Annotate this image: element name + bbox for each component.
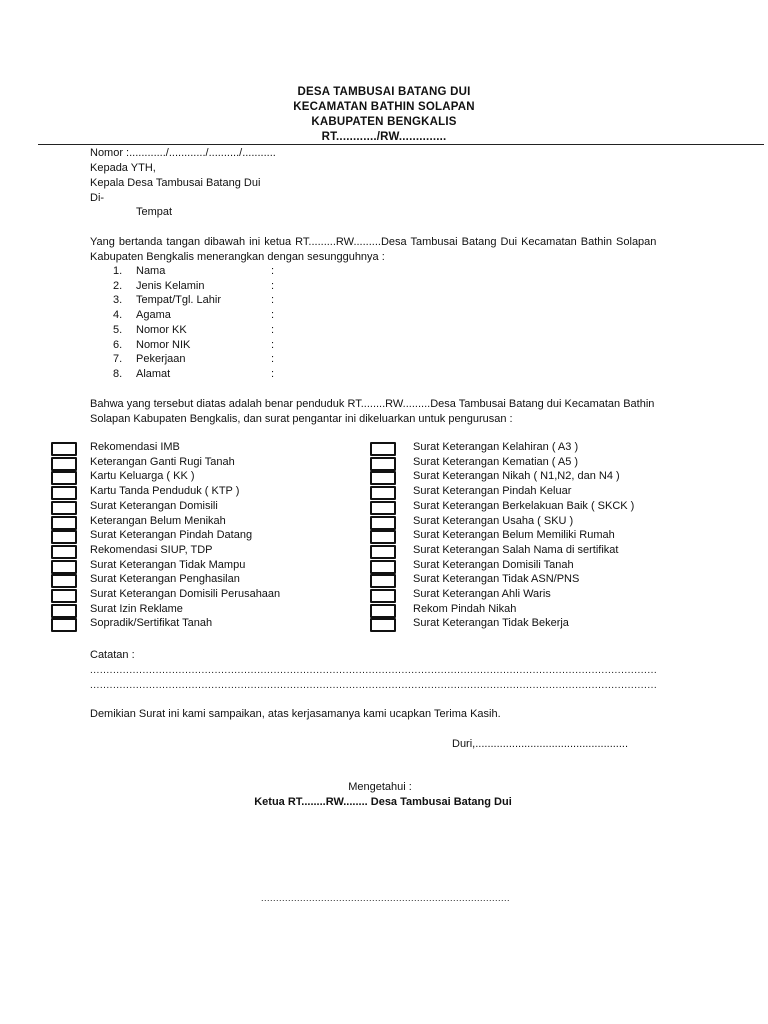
- option-checkbox-left[interactable]: [51, 516, 77, 530]
- option-label-right: Surat Keterangan Usaha ( SKU ): [413, 515, 574, 527]
- option-label-left: Kartu Keluarga ( KK ): [90, 470, 195, 482]
- intro-line-1: Yang bertanda tangan dibawah ini ketua RT.........RW.........Desa Tambusai Batang Dui Kecamatan Bathin Solapan: [90, 236, 657, 248]
- field-label: Alamat: [136, 368, 171, 380]
- option-label-left: Surat Keterangan Domisili: [90, 500, 218, 512]
- option-label-left: Kartu Tanda Penduduk ( KTP ): [90, 485, 240, 497]
- option-label-left: Surat Keterangan Pindah Datang: [90, 529, 253, 541]
- field-number: 4.: [113, 309, 123, 321]
- notes-line-2[interactable]: .............................................................................................................................................................................: [90, 680, 658, 691]
- option-checkbox-left[interactable]: [51, 486, 77, 500]
- field-colon: :: [271, 339, 275, 351]
- field-label: Nomor KK: [136, 324, 187, 336]
- field-colon: :: [271, 324, 275, 336]
- option-label-right: Surat Keterangan Ahli Waris: [413, 588, 551, 600]
- option-checkbox-right[interactable]: [370, 545, 396, 559]
- field-number: 8.: [113, 368, 123, 380]
- acknowledged-label: Mengetahui :: [348, 781, 412, 793]
- option-checkbox-left[interactable]: [51, 545, 77, 559]
- option-label-right: Surat Keterangan Domisili Tanah: [413, 559, 574, 571]
- option-label-right: Surat Keterangan Salah Nama di sertifikat: [413, 544, 619, 556]
- option-checkbox-right[interactable]: [370, 560, 396, 574]
- signature-line[interactable]: ...................................................................................: [261, 893, 511, 903]
- option-checkbox-right[interactable]: [370, 471, 396, 485]
- intro-line-2: Kabupaten Bengkalis menerangkan dengan sesungguhnya :: [90, 251, 385, 263]
- option-checkbox-left[interactable]: [51, 471, 77, 485]
- field-number: 7.: [113, 353, 123, 365]
- option-checkbox-right[interactable]: [370, 516, 396, 530]
- option-label-left: Keterangan Ganti Rugi Tanah: [90, 456, 235, 468]
- field-label: Agama: [136, 309, 171, 321]
- option-checkbox-left[interactable]: [51, 604, 77, 618]
- recipient-di: Di-: [90, 192, 105, 204]
- option-label-left: Rekomendasi IMB: [90, 441, 180, 453]
- option-checkbox-left[interactable]: [51, 530, 77, 544]
- option-checkbox-right[interactable]: [370, 574, 396, 588]
- option-label-left: Keterangan Belum Menikah: [90, 515, 226, 527]
- option-label-right: Surat Keterangan Nikah ( N1,N2, dan N4 ): [413, 470, 620, 482]
- field-colon: :: [271, 265, 275, 277]
- option-checkbox-right[interactable]: [370, 442, 396, 456]
- field-number: 5.: [113, 324, 123, 336]
- statement-line-1: Bahwa yang tersebut diatas adalah benar penduduk RT........RW.........Desa Tambusai Batang dui Kecamatan Bathin: [90, 398, 655, 410]
- option-label-left: Rekomendasi SIUP, TDP: [90, 544, 213, 556]
- option-label-right: Surat Keterangan Kematian ( A5 ): [413, 456, 579, 468]
- recipient-name: Kepala Desa Tambusai Batang Dui: [90, 177, 261, 189]
- recipient-place: Tempat: [136, 206, 173, 218]
- option-checkbox-left[interactable]: [51, 618, 77, 632]
- field-number: 2.: [113, 280, 123, 292]
- option-checkbox-right[interactable]: [370, 501, 396, 515]
- option-checkbox-left[interactable]: [51, 589, 77, 603]
- option-label-right: Rekom Pindah Nikah: [413, 603, 517, 615]
- header-village: DESA TAMBUSAI BATANG DUI: [297, 86, 471, 98]
- option-checkbox-right[interactable]: [370, 530, 396, 544]
- option-checkbox-right[interactable]: [370, 589, 396, 603]
- header-regency: KABUPATEN BENGKALIS: [311, 116, 457, 128]
- option-label-right: Surat Keterangan Kelahiran ( A3 ): [413, 441, 579, 453]
- option-label-left: Surat Keterangan Tidak Mampu: [90, 559, 246, 571]
- option-label-right: Surat Keterangan Tidak ASN/PNS: [413, 573, 580, 585]
- recipient-greeting: Kepada YTH,: [90, 162, 156, 174]
- option-label-right: Surat Keterangan Belum Memiliki Rumah: [413, 529, 615, 541]
- header-rt-rw: RT............/RW..............: [321, 131, 447, 143]
- option-checkbox-right[interactable]: [370, 604, 396, 618]
- header-district: KECAMATAN BATHIN SOLAPAN: [293, 101, 475, 113]
- field-label: Nama: [136, 265, 166, 277]
- notes-label: Catatan :: [90, 649, 135, 661]
- option-label-right: Surat Keterangan Tidak Bekerja: [413, 617, 569, 629]
- option-label-left: Surat Keterangan Domisili Perusahaan: [90, 588, 281, 600]
- option-label-left: Surat Keterangan Penghasilan: [90, 573, 240, 585]
- field-number: 3.: [113, 294, 123, 306]
- field-label: Tempat/Tgl. Lahir: [136, 294, 221, 306]
- option-checkbox-left[interactable]: [51, 574, 77, 588]
- header-divider: [38, 144, 764, 145]
- option-checkbox-right[interactable]: [370, 618, 396, 632]
- letter-number: Nomor :............/............/........../...........: [90, 147, 276, 159]
- option-label-right: Surat Keterangan Pindah Keluar: [413, 485, 572, 497]
- statement-line-2: Solapan Kabupaten Bengkalis, dan surat pengantar ini dikeluarkan untuk pengurusan :: [90, 413, 513, 425]
- field-colon: :: [271, 368, 275, 380]
- field-label: Nomor NIK: [136, 339, 191, 351]
- option-checkbox-left[interactable]: [51, 501, 77, 515]
- option-checkbox-right[interactable]: [370, 486, 396, 500]
- field-colon: :: [271, 309, 275, 321]
- option-checkbox-left[interactable]: [51, 442, 77, 456]
- option-checkbox-right[interactable]: [370, 457, 396, 471]
- signatory-title: Ketua RT........RW........ Desa Tambusai Batang Dui: [254, 796, 512, 808]
- field-number: 1.: [113, 265, 123, 277]
- notes-line-1[interactable]: .............................................................................................................................................................................: [90, 665, 658, 676]
- option-label-left: Sopradik/Sertifikat Tanah: [90, 617, 213, 629]
- closing-sentence: Demikian Surat ini kami sampaikan, atas kerjasamanya kami ucapkan Terima Kasih.: [90, 708, 501, 720]
- field-label: Jenis Kelamin: [136, 280, 205, 292]
- option-label-left: Surat Izin Reklame: [90, 603, 183, 615]
- field-label: Pekerjaan: [136, 353, 186, 365]
- option-checkbox-left[interactable]: [51, 560, 77, 574]
- place-date: Duri,..................................................: [452, 738, 629, 750]
- field-number: 6.: [113, 339, 123, 351]
- option-checkbox-left[interactable]: [51, 457, 77, 471]
- field-colon: :: [271, 353, 275, 365]
- field-colon: :: [271, 280, 275, 292]
- field-colon: :: [271, 294, 275, 306]
- option-label-right: Surat Keterangan Berkelakuan Baik ( SKCK ): [413, 500, 635, 512]
